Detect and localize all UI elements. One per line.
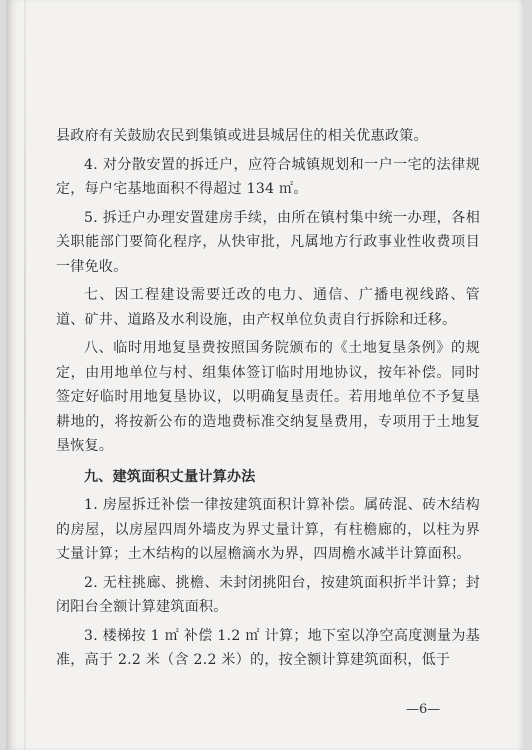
paragraph-continuation: 县政府有关鼓励农民到集镇或进县城居住的相关优惠政策。 — [56, 128, 428, 144]
paragraph-item-4: 4. 对分散安置的拆迁户，应符合城镇规划和一户一宅的法律规定，每户宅基地面积不得超过 134 ㎡。 — [56, 156, 480, 197]
document-page — [6, 0, 524, 750]
paragraph-9-item-2: 2. 无柱挑廊、挑檐、未封闭挑阳台，按建筑面积折半计算；封闭阳台全额计算建筑面积。 — [56, 574, 480, 615]
paragraph-section-8: 八、临时用地复垦费按照国务院颁布的《土地复垦条例》的规定，由用地单位与村、组集体签订临时用地协议，按年补偿。同时签定好临时用地复垦协议，以明确复垦责任。若用地单位不予复垦耕地的，将按新公布的造地费标准交纳复垦费用，专项用于土地复垦恢复。 — [56, 340, 480, 454]
paragraph-section-7: 七、因工程建设需要迁改的电力、通信、广播电视线路、管道、矿井、道路及水利设施，由产权单位负责自行拆除和迁移。 — [56, 287, 480, 328]
section-heading-9: 九、建筑面积丈量计算办法 — [84, 468, 256, 485]
binding-shadow — [24, 0, 26, 750]
paragraph-9-item-1: 1. 房屋拆迁补偿一律按建筑面积计算补偿。属砖混、砖木结构的房屋，以房屋四周外墙皮为界丈量计算，有柱檐廊的，以柱为界丈量计算；土木结构的以屋檐滴水为界，四周檐水减半计算面积。 — [56, 497, 480, 562]
paragraph-9-item-3: 3. 楼梯按 1 ㎡ 补偿 1.2 ㎡ 计算；地下室以净空高度测量为基准，高于 2.2 米（含 2.2 米）的，按全额计算建筑面积，低于 — [56, 627, 480, 668]
paragraph-item-5: 5. 拆迁户办理安置建房手续，由所在镇村集中统一办理，各相关职能部门要简化程序，从快审批，凡属地方行政事业性收费项目一律免收。 — [56, 209, 480, 275]
page-number: —6— — [406, 702, 441, 717]
document-body — [56, 124, 480, 673]
